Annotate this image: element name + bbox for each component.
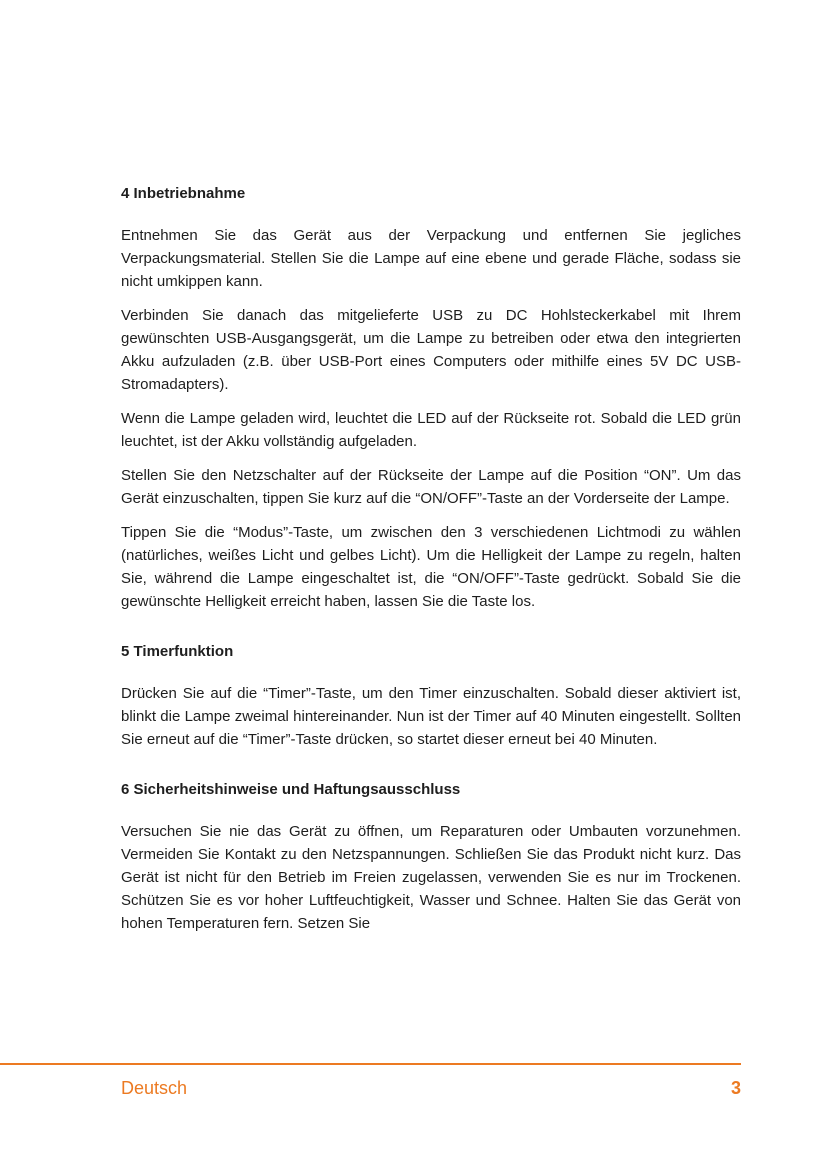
paragraph: Verbinden Sie danach das mitgelieferte USB zu DC Hohlsteckerkabel mit Ihrem gewünschten USB-Ausgangsgerät, um die Lampe zu betreiben oder etwa den integrierten Akku aufzuladen (z.B. über USB-Port eines Computers oder mithilfe eines 5V DC USB-Stromadapters). — [121, 307, 741, 393]
paragraph: Versuchen Sie nie das Gerät zu öffnen, um Reparaturen oder Umbauten vorzunehmen. Vermeiden Sie Kontakt zu den Netzspannungen. Schließen Sie das Produkt nicht kurz. Das Gerät ist nicht für den Betrieb im Freien zugelassen, verwenden Sie es nur im Trockenen. Schützen Sie es vor hoher Luftfeuchtigkeit, Wasser und Schnee. Halten Sie das Gerät von hohen Temperaturen fern. Setzen Sie — [121, 823, 741, 932]
footer-divider — [0, 1063, 741, 1065]
paragraph: Stellen Sie den Netzschalter auf der Rückseite der Lampe auf die Position “ON”. Um das Gerät einzuschalten, tippen Sie kurz auf die “ON/OFF”-Taste an der Vorderseite der Lampe. — [121, 467, 741, 507]
page-number: 3 — [730, 1078, 741, 1098]
section-sicherheitshinweise — [121, 779, 741, 935]
page-content — [121, 183, 741, 963]
paragraph: Tippen Sie die “Modus”-Taste, um zwischen den 3 verschiedenen Lichtmodi zu wählen (natürliches, weißes Licht und gelbes Licht). Um die Helligkeit der Lampe zu regeln, halten Sie, während die Lampe eingeschaltet ist, die “ON/OFF”-Taste gedrückt. Sobald Sie die gewünschte Helligkeit erreicht haben, lassen Sie die Taste los. — [121, 524, 741, 610]
footer-language: Deutsch — [121, 1078, 188, 1098]
paragraph: Entnehmen Sie das Gerät aus der Verpackung und entfernen Sie jegliches Verpackungsmaterial. Stellen Sie die Lampe auf eine ebene und gerade Fläche, sodass sie nicht umkippen kann. — [121, 227, 741, 290]
paragraph: Wenn die Lampe geladen wird, leuchtet die LED auf der Rückseite rot. Sobald die LED grün leuchtet, ist der Akku vollständig aufgeladen. — [121, 410, 741, 450]
paragraph: Drücken Sie auf die “Timer”-Taste, um den Timer einzuschalten. Sobald dieser aktiviert ist, blinkt die Lampe zweimal hintereinander. Nun ist der Timer auf 40 Minuten eingestellt. Sollten Sie erneut auf die “Timer”-Taste drücken, so startet dieser erneut bei 40 Minuten. — [121, 685, 741, 748]
section-heading: 6 Sicherheitshinweise und Haftungsausschluss — [121, 781, 461, 798]
section-timerfunktion — [121, 641, 741, 751]
section-heading: 5 Timerfunktion — [121, 643, 234, 660]
section-heading: 4 Inbetriebnahme — [121, 185, 246, 202]
section-inbetriebnahme — [121, 183, 741, 613]
